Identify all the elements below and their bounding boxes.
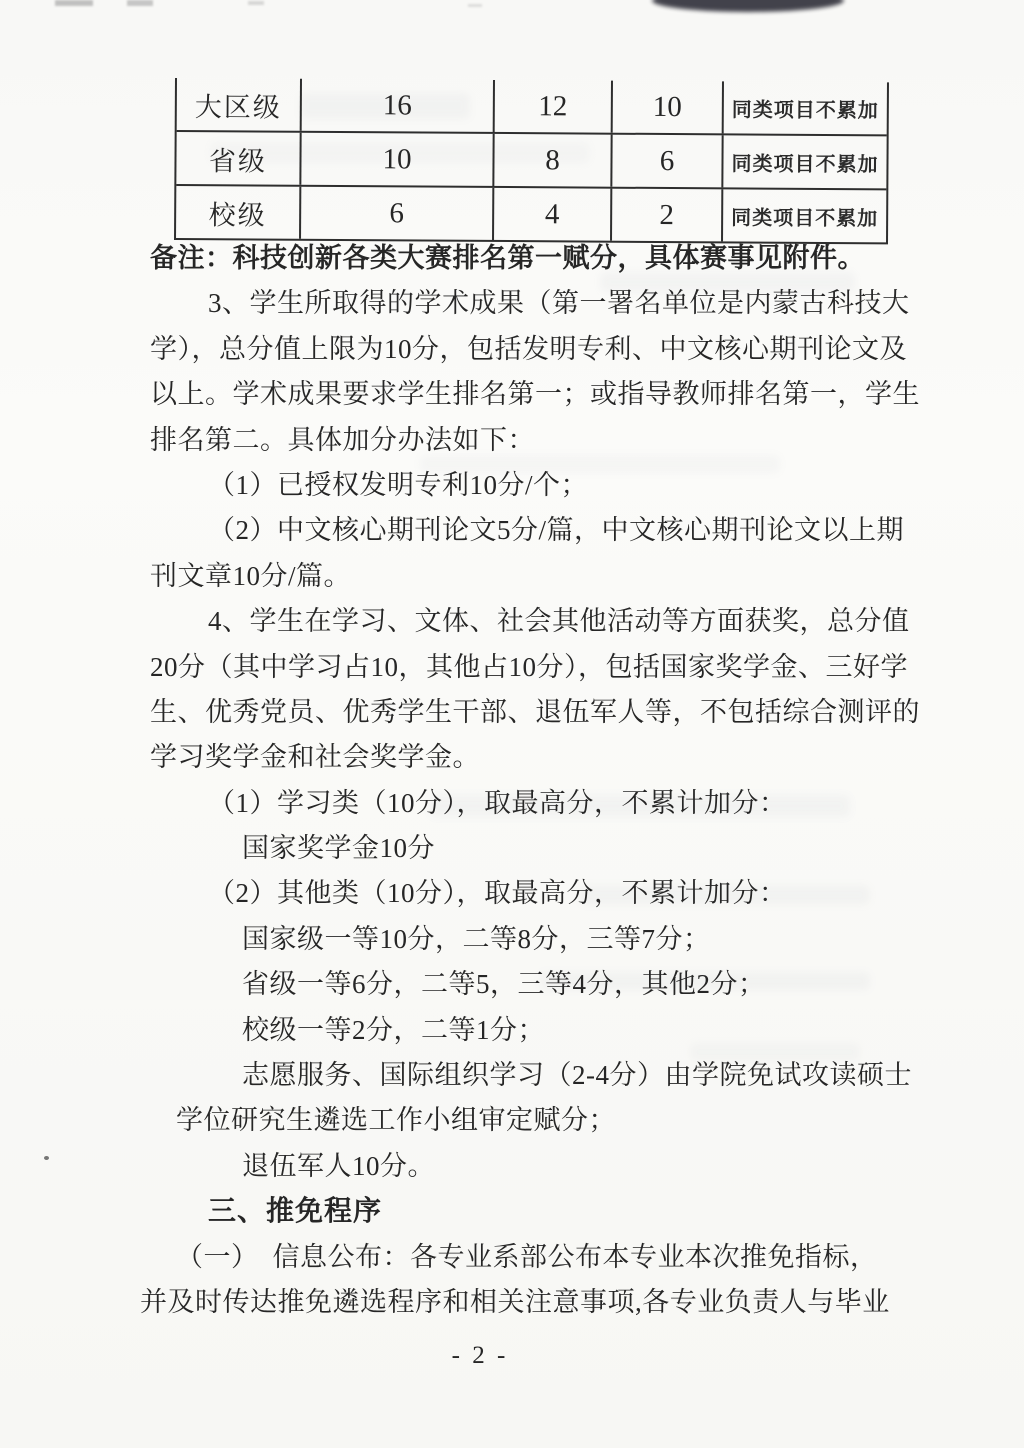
text-line bbox=[150, 871, 890, 916]
table-cell-score-b: 4 bbox=[494, 188, 612, 241]
text-line-content: （2）中文核心期刊论文5分/篇，中文核心期刊论文以上期 bbox=[208, 515, 905, 546]
table-cell-score-a: 10 bbox=[301, 133, 494, 186]
text-line-content: 退伍军人10分。 bbox=[242, 1150, 435, 1181]
table-cell-level: 校级 bbox=[176, 186, 301, 239]
table-cell-score-b: 8 bbox=[494, 134, 612, 187]
scan-artifact-mark bbox=[127, 0, 153, 6]
text-line-content: 刊文章10分/篇。 bbox=[150, 560, 352, 591]
table-row bbox=[176, 132, 886, 190]
text-line-content: 并及时传达推免遴选程序和相关注意事项,各专业负责人与毕业 bbox=[140, 1286, 890, 1317]
text-line-content: 三、推免程序 bbox=[208, 1196, 383, 1228]
table-row bbox=[177, 78, 887, 136]
text-line-content: 20分（其中学习占10，其他占10分），包括国家奖学金、三好学 bbox=[150, 651, 908, 682]
text-line bbox=[150, 690, 920, 735]
text-line bbox=[150, 372, 920, 417]
text-line-content: （1）已授权发明专利10分/个； bbox=[208, 469, 589, 500]
scan-artifact-mark bbox=[55, 0, 93, 6]
text-line-content: 3、学生所取得的学术成果（第一署名单位是内蒙古科技大 bbox=[208, 288, 910, 319]
scan-artifact-mark bbox=[468, 4, 482, 7]
text-line-content: 学），总分值上限为10分，包括发明专利、中文核心期刊论文及 bbox=[150, 333, 907, 364]
text-line bbox=[150, 554, 890, 599]
text-line bbox=[140, 1280, 890, 1325]
text-line-content: （1）学习类（10分），取最高分，不累计加分： bbox=[208, 787, 787, 818]
text-line-content: 排名第二。具体加分办法如下： bbox=[150, 424, 535, 455]
text-line bbox=[150, 781, 890, 826]
table-cell-score-c: 2 bbox=[612, 189, 723, 242]
table-cell-level: 大区级 bbox=[177, 78, 302, 131]
table-cell-score-c: 6 bbox=[612, 135, 723, 188]
text-line bbox=[150, 1098, 890, 1143]
table-cell-note: 同类项目不累加 bbox=[731, 206, 879, 230]
table-cell-score-b: 12 bbox=[495, 80, 613, 133]
text-line-content: 以上。学术成果要求学生排名第一；或指导教师排名第一，学生 bbox=[150, 379, 920, 410]
text-line-content: 生、优秀党员、优秀学生干部、退伍军人等，不包括综合测评的 bbox=[150, 696, 920, 727]
text-line bbox=[150, 599, 910, 644]
text-line-content: 4、学生在学习、文体、社会其他活动等方面获奖，总分值 bbox=[208, 606, 910, 637]
text-line-content: 志愿服务、国际组织学习（2-4分）由学院免试攻读硕士 bbox=[242, 1060, 912, 1091]
text-line bbox=[150, 327, 907, 372]
table-cell-score-a: 16 bbox=[302, 79, 495, 132]
text-line bbox=[150, 1235, 890, 1280]
text-line bbox=[150, 645, 908, 690]
table-cell-score-c: 10 bbox=[613, 81, 724, 134]
score-table bbox=[174, 78, 889, 244]
text-line-content: 校级一等2分，二等1分； bbox=[242, 1014, 545, 1045]
text-line bbox=[150, 962, 890, 1007]
text-line-content: 备注：科技创新各类大赛排名第一赋分，具体赛事见附件。 bbox=[150, 243, 865, 273]
page-number: - 2 - bbox=[451, 1342, 509, 1369]
text-line bbox=[150, 1189, 890, 1234]
table-cell-score-a: 6 bbox=[301, 187, 494, 240]
text-line bbox=[150, 508, 905, 553]
text-line bbox=[150, 463, 890, 508]
text-line bbox=[150, 418, 890, 463]
text-line bbox=[150, 281, 910, 326]
text-line bbox=[150, 826, 890, 871]
text-line bbox=[150, 735, 890, 780]
text-line-content: 国家级一等10分，二等8分，三等7分； bbox=[242, 923, 711, 954]
ink-dot-artifact bbox=[44, 1156, 49, 1160]
text-line-content: 国家奖学金10分 bbox=[242, 833, 435, 864]
score-table-body bbox=[176, 78, 887, 244]
text-line-content: （2）其他类（10分），取最高分，不累计加分： bbox=[208, 878, 787, 909]
text-line-content: 学位研究生遴选工作小组审定赋分； bbox=[176, 1105, 616, 1136]
scan-artifact-blob bbox=[652, 0, 844, 12]
text-line-content: （一） 信息公布：各专业系部公布本专业本次推免指标， bbox=[176, 1241, 878, 1272]
table-cell-level: 省级 bbox=[176, 132, 301, 185]
text-line bbox=[150, 236, 890, 281]
text-line bbox=[150, 1053, 912, 1098]
text-line bbox=[150, 1144, 890, 1189]
text-line bbox=[150, 1008, 890, 1053]
text-line bbox=[150, 917, 890, 962]
document-body bbox=[140, 236, 920, 1325]
table-cell-note: 同类项目不累加 bbox=[731, 98, 879, 122]
text-line-content: 学习奖学金和社会奖学金。 bbox=[150, 742, 480, 773]
scan-artifact-mark bbox=[248, 1, 264, 5]
table-cell-note: 同类项目不累加 bbox=[731, 152, 879, 176]
text-line-content: 省级一等6分，二等5，三等4分，其他2分； bbox=[242, 969, 766, 1000]
